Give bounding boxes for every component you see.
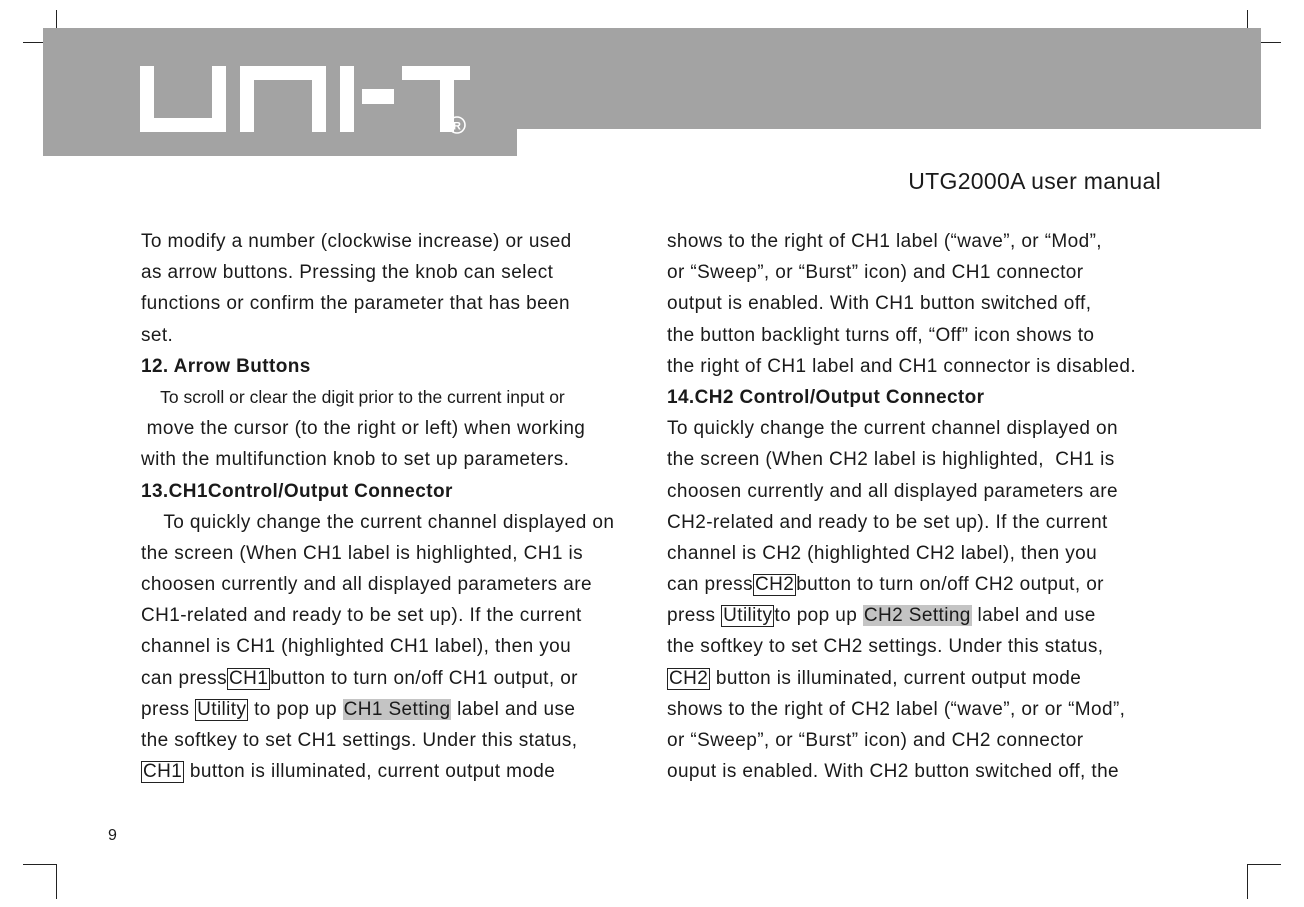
text-run: label and use <box>971 605 1096 627</box>
text-line: CH2-related and ready to be set up). If the current <box>667 511 1108 533</box>
crop-mark-bottom-right-v <box>1247 864 1248 899</box>
text-line <box>667 600 1187 631</box>
text-line <box>667 569 1187 600</box>
text-line: channel is CH2 (highlighted CH2 label), then you <box>667 542 1098 564</box>
text-run: can press <box>141 667 227 689</box>
left-column <box>141 226 651 787</box>
text-run: button is illuminated, current output mode <box>710 667 1082 689</box>
text-line: shows to the right of CH1 label (“wave”, or “Mod”, <box>667 231 1102 252</box>
text-run: label and use <box>451 698 576 720</box>
text-line: ouput is enabled. With CH2 button switched off, the <box>667 761 1120 783</box>
text-line: the button backlight turns off, “Off” icon shows to <box>667 324 1095 346</box>
text-line: To quickly change the current channel displayed on <box>667 418 1118 440</box>
document-title: UTG2000A user manual <box>908 168 1161 194</box>
crop-mark-bottom-right-h <box>1248 864 1281 865</box>
text-run: press <box>141 698 196 720</box>
text-line: the right of CH1 label and CH1 connector is disabled. <box>667 355 1137 377</box>
text-line: set. <box>141 324 174 346</box>
text-run: to pop up <box>248 698 343 720</box>
crop-mark-bottom-left-v <box>56 864 57 899</box>
text-run: button to turn on/off CH2 output, or <box>796 574 1104 596</box>
text-line: CH1-related and ready to be set up). If the current <box>141 605 582 627</box>
text-line: choosen currently and all displayed parameters are <box>667 480 1118 502</box>
section-heading-ch1-connector: 13.CH1Control/Output Connector <box>141 480 453 502</box>
text-line <box>141 663 651 694</box>
text-line: shows to the right of CH2 label (“wave”, or or “Mod”, <box>667 698 1126 720</box>
text-run: button to turn on/off CH1 output, or <box>270 667 578 689</box>
ch2-setting-highlight: CH2 Setting <box>863 605 971 627</box>
section-heading-arrow-buttons: 12. Arrow Buttons <box>141 355 311 377</box>
ch2-button-label: CH2 <box>754 574 795 596</box>
text-line: To modify a number (clockwise increase) or used <box>141 231 572 252</box>
text-line: the softkey to set CH2 settings. Under this status, <box>667 636 1104 658</box>
ch1-button-label: CH1 <box>228 667 269 689</box>
right-column <box>667 226 1187 787</box>
section-heading-ch2-connector: 14.CH2 Control/Output Connector <box>667 386 985 408</box>
ch1-button-label: CH1 <box>143 761 183 783</box>
text-line: channel is CH1 (highlighted CH1 label), then you <box>141 636 572 658</box>
uni-t-logo <box>140 64 470 136</box>
text-run: press <box>667 605 722 627</box>
text-run: button is illuminated, current output mode <box>184 761 556 783</box>
text-line: as arrow buttons. Pressing the knob can select <box>141 262 554 284</box>
text-line: the screen (When CH1 label is highlighted, CH1 is <box>141 542 584 564</box>
text-line: To scroll or clear the digit prior to the current input or <box>141 386 565 407</box>
text-line: move the cursor (to the right or left) when working <box>141 418 586 440</box>
registered-mark: R <box>453 120 461 133</box>
text-line: or “Sweep”, or “Burst” icon) and CH1 connector <box>667 262 1084 284</box>
text-line <box>141 694 651 725</box>
text-line: To quickly change the current channel displayed on <box>141 511 615 533</box>
text-line: choosen currently and all displayed parameters are <box>141 574 592 596</box>
text-run: can press <box>667 574 753 596</box>
text-line: the screen (When CH2 label is highlighted, CH1 is <box>667 449 1115 471</box>
page-number: 9 <box>108 827 117 844</box>
text-line: output is enabled. With CH1 button switched off, <box>667 293 1092 315</box>
text-line <box>141 756 651 787</box>
text-run: to pop up <box>774 605 863 627</box>
utility-button-label: Utility <box>197 698 247 720</box>
text-line: functions or confirm the parameter that has been <box>141 293 570 315</box>
ch1-setting-highlight: CH1 Setting <box>343 698 451 720</box>
ch2-button-label: CH2 <box>669 667 709 689</box>
text-line: with the multifunction knob to set up parameters. <box>141 449 570 471</box>
text-line <box>667 663 1187 694</box>
text-line: or “Sweep”, or “Burst” icon) and CH2 connector <box>667 730 1084 751</box>
crop-mark-bottom-left-h <box>23 864 56 865</box>
utility-button-label: Utility <box>723 605 773 627</box>
text-line: the softkey to set CH1 settings. Under this status, <box>141 730 578 751</box>
